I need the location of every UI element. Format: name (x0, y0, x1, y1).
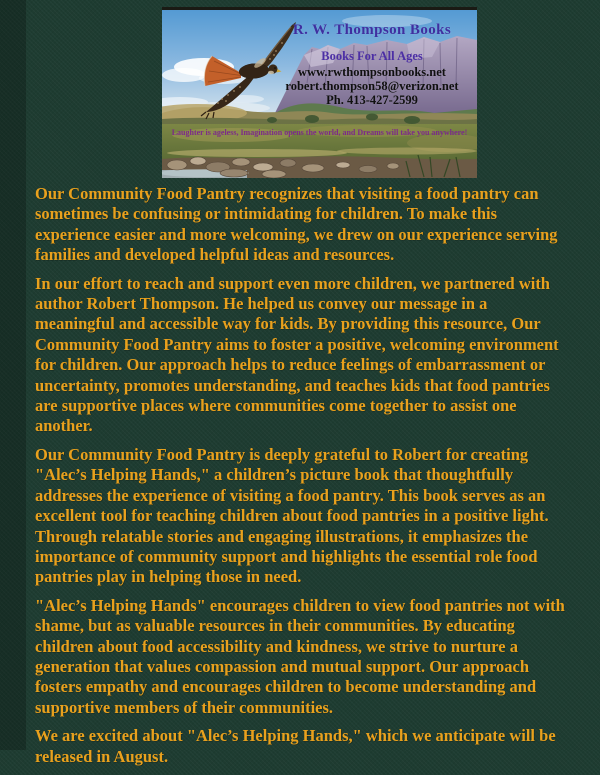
paragraph-release: We are excited about "Alec’s Helping Hands," which we anticipate will be released in August. (35, 726, 556, 766)
banner-contact-block (262, 65, 477, 107)
rocky-bank (162, 155, 477, 178)
paragraph-book-message: "Alec’s Helping Hands" encourages children to view food pantries not with shame, but as valuable resources in their communities. By educating children about food accessibility and kindness, we strive to nurture a generation that values compassion and mutual support. Our approach fosters empathy and encourages children to become understanding and supportive members of their communities. (35, 595, 565, 717)
banner-image (162, 7, 477, 178)
banner-subtitle: Books For All Ages (321, 49, 423, 63)
banner-phone: Ph. 413-427-2599 (326, 93, 418, 107)
left-edge-shade (0, 0, 26, 750)
banner-website: www.rwthompsonbooks.net (298, 65, 446, 79)
banner-tagline: Laughter is ageless, Imagination opens the world, and Dreams will take you anywhere! (171, 128, 468, 137)
paragraph-intro: Our Community Food Pantry recognizes that visiting a food pantry can sometimes be confusing or intimidating for children. To make this experience easier and more welcoming, we drew on our experience serving families and developed helpful ideas and resources. (35, 184, 558, 265)
banner-email: robert.thompson58@verizon.net (285, 79, 459, 93)
article-body (35, 184, 567, 775)
paragraph-gratitude: Our Community Food Pantry is deeply grateful to Robert for creating "Alec’s Helping Hands," a children’s picture book that thoughtfully addresses the experience of visiting a food pantry. This book serves as an excellent tool for teaching children about food pantries in a positive light. Through relatable stories and engaging illustrations, it emphasizes the importance of community support and highlights the essential role food pantries play in helping those in need. (35, 444, 549, 587)
banner-title: R. W. Thompson Books (292, 22, 452, 38)
paragraph-partnership: In our effort to reach and support even more children, we partnered with author Robert Thompson. He helped us convey our message in a meaningful and accessible way for kids. By providing this resource, Our Community Food Pantry aims to foster a positive, welcoming environment for children. Our approach helps to reduce feelings of embarrassment or uncertainty, promotes understanding, and teaches kids that food pantries are supportive places where communities come together to assist one another. (35, 273, 559, 436)
